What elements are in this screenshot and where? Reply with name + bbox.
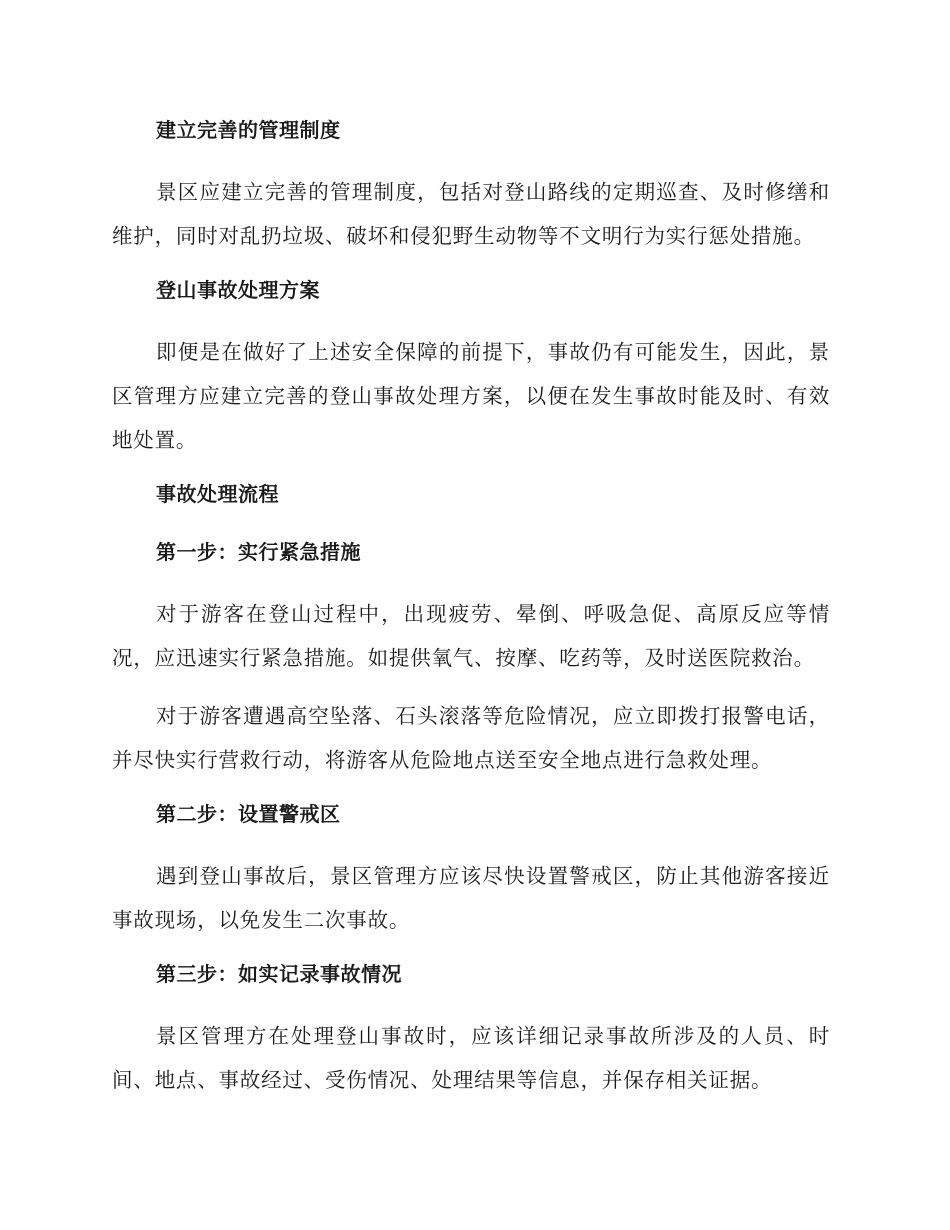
paragraph-step-1a: 对于游客在登山过程中，出现疲劳、晕倒、呼吸急促、高原反应等情况，应迅速实行紧急措施。如提供氧气、按摩、吃药等，及时送医院救治。 (112, 602, 830, 670)
document-content (112, 112, 830, 1102)
paragraph-management-system: 景区应建立完善的管理制度，包括对登山路线的定期巡查、及时修缮和维护，同时对乱扔垃圾、破坏和侵犯野生动物等不文明行为实行惩处措施。 (112, 180, 830, 248)
step-heading-3: 第三步：如实记录事故情况 (156, 962, 402, 986)
section-heading-process: 事故处理流程 (156, 482, 279, 506)
section-heading-accident-plan: 登山事故处理方案 (156, 278, 320, 302)
paragraph-step-3: 景区管理方在处理登山事故时，应该详细记录事故所涉及的人员、时间、地点、事故经过、受伤情况、处理结果等信息，并保存相关证据。 (112, 1024, 830, 1092)
paragraph-step-2: 遇到登山事故后，景区管理方应该尽快设置警戒区，防止其他游客接近事故现场，以免发生二次事故。 (112, 864, 830, 932)
step-heading-1: 第一步：实行紧急措施 (156, 540, 361, 564)
step-heading-2: 第二步：设置警戒区 (156, 802, 341, 826)
paragraph-step-1b: 对于游客遭遇高空坠落、石头滚落等危险情况，应立即拨打报警电话，并尽快实行营救行动，将游客从危险地点送至安全地点进行急救处理。 (112, 704, 830, 772)
paragraph-accident-plan: 即便是在做好了上述安全保障的前提下，事故仍有可能发生，因此，景区管理方应建立完善的登山事故处理方案，以便在发生事故时能及时、有效地处置。 (112, 340, 830, 452)
section-heading-management-system: 建立完善的管理制度 (156, 118, 341, 142)
